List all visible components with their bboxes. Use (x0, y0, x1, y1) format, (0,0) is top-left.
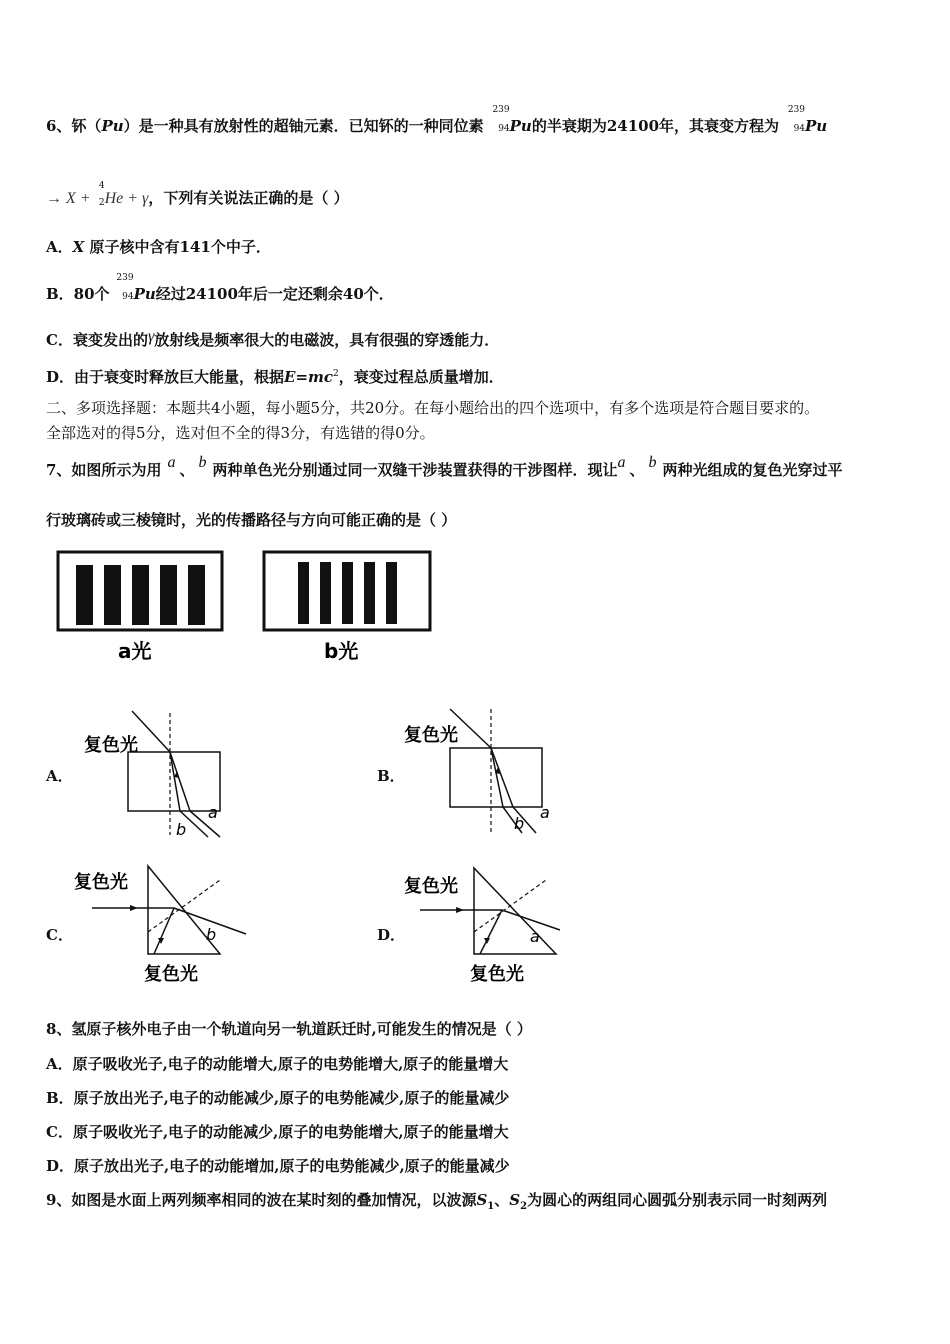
fringe-a-band (76, 565, 93, 625)
complex-light-label: 复色光 (404, 725, 458, 746)
fringe-a-band (188, 565, 205, 625)
q8-option-c: C．原子吸收光子,电子的动能减少,原子的电势能增大,原子的能量增大 (46, 1123, 509, 1141)
q7-option-b-label: B． (377, 767, 405, 785)
refracted-ray-a (170, 752, 190, 811)
fringe-b-band (364, 562, 375, 624)
fringe-a-band (104, 565, 121, 625)
q8-option-b: B．原子放出光子,电子的动能减少,原子的电势能减少,原子的能量减少 (46, 1089, 510, 1107)
fringe-b-band (386, 562, 397, 624)
q8-stem: 8、氢原子核外电子由一个轨道向另一轨道跃迁时,可能发生的情况是（ ） (46, 1020, 532, 1038)
q7-option-c-label: C． (46, 926, 73, 944)
ray-a-label: a (208, 803, 218, 822)
fringe-pattern-b (262, 550, 442, 665)
helium-notation: 4 2 (98, 181, 105, 208)
ray-b-label: b (514, 814, 525, 833)
fringe-b-label: b光 (324, 639, 359, 663)
ray-b-label: b (176, 820, 187, 839)
q9-stem-line1: 9、如图是水面上两列频率相同的波在某时刻的叠加情况，以波源$S_1$、$S_2$为圆心的两组同心圆弧分别表示同一时刻两列 (46, 1191, 828, 1212)
refracted-ray-a (491, 748, 513, 807)
fringe-b-band (342, 562, 353, 624)
complex-light-label: 复色光 (84, 735, 138, 756)
q7-stem-line1: 7、如图所示为用 a 、 b 两种单色光分别通过同一双缝干涉装置获得的干涉图样．现让a 、 b 两种光组成的复色光穿过平 (46, 454, 843, 479)
complex-light-label: 复色光 (74, 872, 128, 893)
q6-option-b: B．80个 239 94 Pu经过24100年后一定还剩余40个． (46, 273, 394, 303)
q7-option-a-label: A． (46, 767, 73, 785)
ray-b-label: b (206, 925, 217, 944)
q8-option-d: D．原子放出光子,电子的动能增加,原子的电势能减少,原子的能量减少 (46, 1157, 510, 1175)
fringe-a-label: a光 (118, 639, 152, 663)
arrow-head (456, 907, 464, 913)
diagram-b-glass-slab (402, 705, 562, 840)
fringe-a-band (160, 565, 177, 625)
diagram-d-prism (400, 862, 570, 987)
refracted-ray (480, 910, 502, 954)
isotope-notation: 239 94 (116, 273, 134, 302)
q7-option-d-label: D． (377, 926, 406, 944)
normal-line (474, 880, 546, 932)
q6-option-c: C．衰变发出的γ放射线是频率很大的电磁波，具有很强的穿透能力． (46, 328, 500, 349)
ray-a-label: a (540, 803, 550, 822)
q6-stem-line2: → X + 4 2 He + γ，下列有关说法正确的是（ ） (46, 181, 349, 208)
glass-slab (450, 748, 542, 807)
ray-a-label: a (530, 927, 540, 946)
fringe-a-band (132, 565, 149, 625)
complex-light-label: 复色光 (404, 876, 458, 897)
complex-light-label: 复色光 (144, 964, 198, 985)
glass-slab (128, 752, 220, 811)
refracted-ray (154, 908, 174, 954)
fringe-pattern-a (56, 550, 236, 665)
arrow-head (130, 905, 138, 911)
section-heading-line2: 全部选对的得5分，选对但不全的得3分，有选错的得0分。 (46, 424, 435, 442)
isotope-notation: 239 94 (492, 105, 510, 134)
section-heading-line1: 二、多项选择题：本题共4小题，每小题5分，共20分。在每小题给出的四个选项中，有多个选项是符合题目要求的。 (46, 399, 820, 417)
diagram-c-prism (70, 862, 250, 987)
q6-option-d: D．由于衰变时释放巨大能量，根据$E=mc^2$，衰变过程总质量增加． (46, 368, 504, 386)
refracted-ray-b (170, 752, 180, 811)
q6-option-a: A．X 原子核中含有141个中子． (46, 238, 271, 256)
fringe-b-band (298, 562, 309, 624)
q8-option-a: A．原子吸收光子,电子的动能增大,原子的电势能增大,原子的能量增大 (46, 1055, 509, 1073)
fringe-b-band (320, 562, 331, 624)
diagram-a-glass-slab (80, 705, 230, 840)
q7-stem-line2: 行玻璃砖或三棱镜时，光的传播路径与方向可能正确的是（ ） (46, 511, 457, 529)
complex-light-label: 复色光 (470, 964, 524, 985)
isotope-notation: 239 94 (787, 105, 806, 134)
q6-stem-line1: 6、钚（Pu）是一种具有放射性的超铀元素．已知钚的一种同位素 239 94 Pu的半衰期为24100年，其衰变方程为 239 94 Pu (46, 105, 828, 135)
